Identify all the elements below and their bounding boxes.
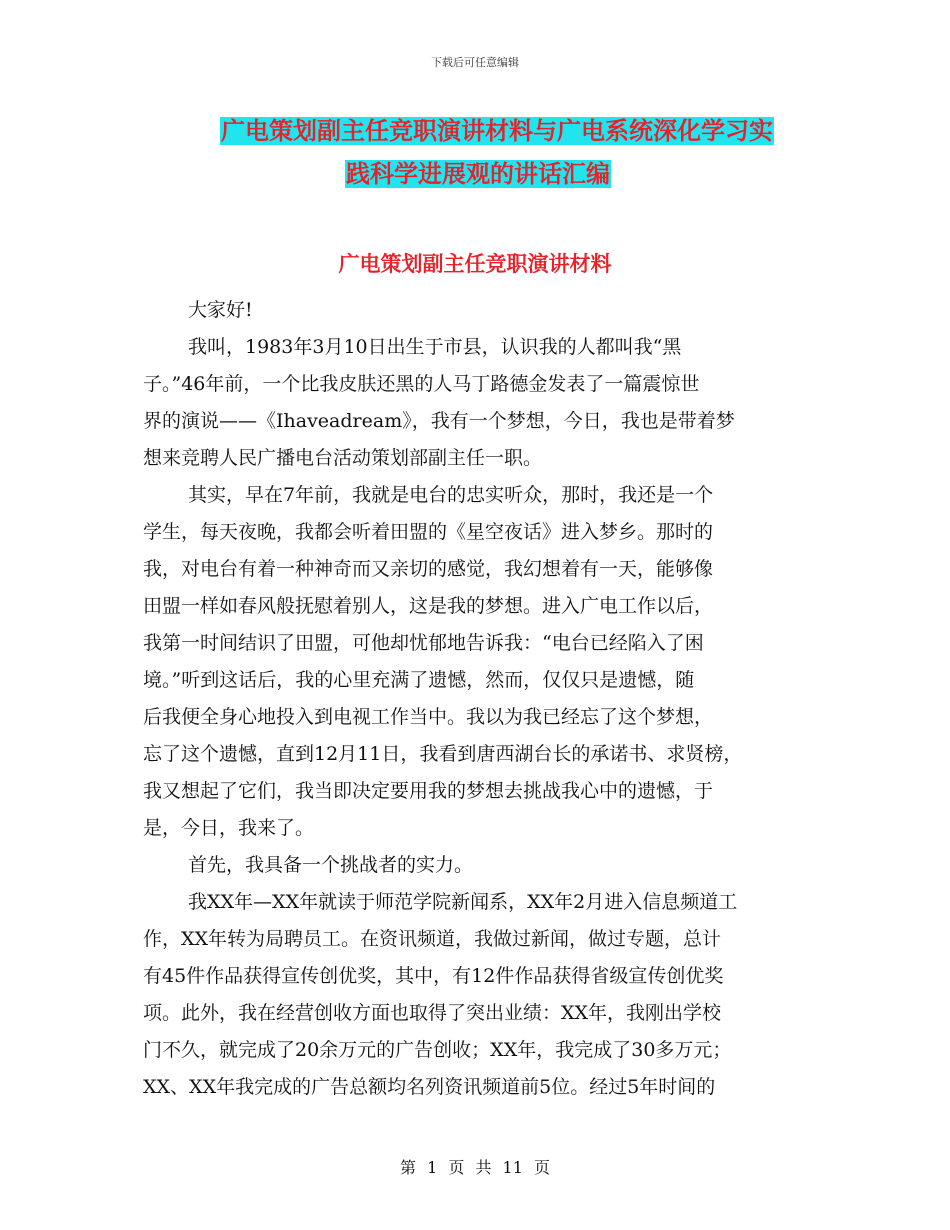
paragraph-line: 其实，早在7年前，我就是电台的忠实听众，那时，我还是一个 xyxy=(188,484,714,506)
header-note: 下载后可任意编辑 xyxy=(431,56,519,69)
document-title-line-1 xyxy=(22,111,950,151)
paragraph-line: XX、XX年我完成的广告总额均名列资讯频道前5位。经过5年时间的 xyxy=(143,1076,716,1098)
paragraph-line: 门不久，就完成了20余万元的广告创收；XX年，我完成了30多万元； xyxy=(143,1039,732,1061)
paragraph-line: 我叫，1983年3月10日出生于市县，认识我的人都叫我“黑 xyxy=(188,336,682,358)
paragraph-line: 我，对电台有着一种神奇而又亲切的感觉，我幻想着有一天，能够像 xyxy=(143,558,714,580)
paragraph-line: 境。”听到这话后，我的心里充满了遗憾，然而，仅仅只是遗憾，随 xyxy=(143,669,695,691)
paragraph-line: 首先，我具备一个挑战者的实力。 xyxy=(188,854,474,876)
paragraph-line: 我XX年—XX年就读于师范学院新闻系，XX年2月进入信息频道工 xyxy=(188,891,738,913)
paragraph-line: 我又想起了它们，我当即决定要用我的梦想去挑战我心中的遗憾，于 xyxy=(143,780,714,802)
paragraph-line: 我第一时间结识了田盟，可他却忧郁地告诉我：“电台已经陷入了困 xyxy=(143,632,704,654)
paragraph-line: 项。此外，我在经营创收方面也取得了突出业绩：XX年，我刚出学校 xyxy=(143,1002,722,1024)
paragraph-line: 有45件作品获得宣传创优奖，其中，有12件作品获得省级宣传创优奖 xyxy=(143,965,724,987)
paragraph-line: 子。”46年前，一个比我皮肤还黑的人马丁路德金发表了一篇震惊世 xyxy=(143,373,700,395)
paragraph-line: 大家好! xyxy=(188,299,253,321)
paragraph-line: 忘了这个遗憾，直到12月11日，我看到唐西湖台长的承诺书、求贤榜， xyxy=(143,743,743,765)
section-title: 广电策划副主任竞职演讲材料 xyxy=(338,252,612,276)
page-number-footer: 第 1 页 共 11 页 xyxy=(400,1158,550,1177)
paragraph-line: 作，XX年转为局聘员工。在资讯频道，我做过新闻，做过专题，总计 xyxy=(143,928,722,950)
document-title-line-2 xyxy=(3,154,950,194)
paragraph-line: 后我便全身心地投入到电视工作当中。我以为我已经忘了这个梦想， xyxy=(143,706,714,728)
paragraph-line: 想来竞聘人民广播电台活动策划部副主任一职。 xyxy=(143,447,543,469)
paragraph-line: 田盟一样如春风般抚慰着别人，这是我的梦想。进入广电工作以后， xyxy=(143,595,714,617)
paragraph-line: 界的演说——《Ihaveadream》，我有一个梦想，今日，我也是带着梦 xyxy=(143,410,735,432)
paragraph-line: 是，今日，我来了。 xyxy=(143,817,315,839)
paragraph-line: 学生，每天夜晚，我都会听着田盟的《星空夜话》进入梦乡。那时的 xyxy=(143,521,714,543)
title-highlight: 践科学进展观的讲话汇编 xyxy=(346,160,610,188)
title-highlight: 广电策划副主任竞职演讲材料与广电系统深化学习实 xyxy=(221,117,773,145)
